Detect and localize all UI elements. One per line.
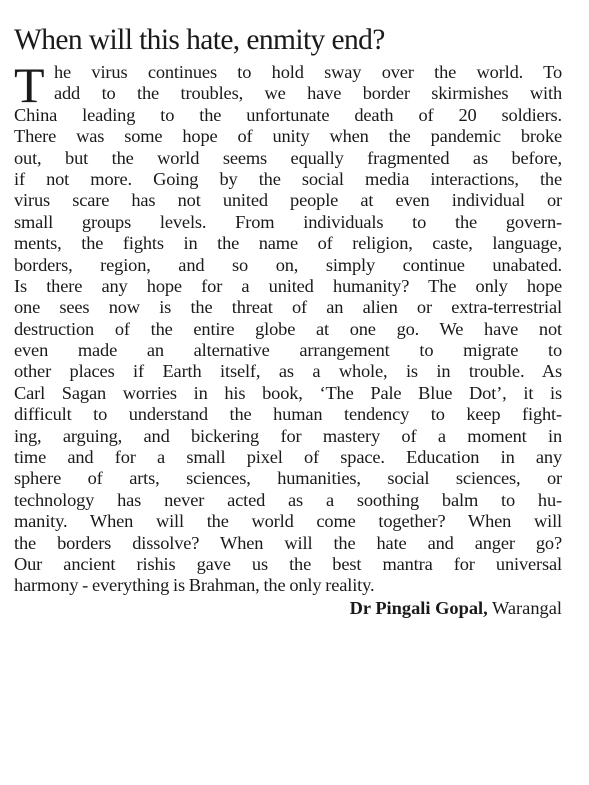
body-line: Our ancient rishis gave us the best mantra for universal <box>14 553 562 574</box>
body-line: one sees now is the threat of an alien or extra-terrestrial <box>14 297 562 318</box>
drop-cap: T <box>14 57 45 113</box>
body-line: small groups levels. From individuals to the govern- <box>14 211 562 232</box>
body-line: There was some hope of unity when the pandemic broke <box>14 126 562 147</box>
letter-body <box>14 57 562 597</box>
body-line: even made an alternative arrangement to migrate to <box>14 340 562 361</box>
body-line: sphere of arts, sciences, humanities, social sciences, or <box>14 468 562 489</box>
body-line: time and for a small pixel of space. Education in any <box>14 447 562 468</box>
body-line: Carl Sagan worries in his book, ‘The Pale Blue Dot’, it is <box>14 382 562 403</box>
letter-signature <box>14 597 562 619</box>
body-line: borders, region, and so on, simply continue unabated. <box>14 254 562 275</box>
letter-headline: When will this hate, enmity end? <box>14 24 385 56</box>
body-line: technology has never acted as a soothing balm to hu- <box>14 489 562 510</box>
body-line: harmony - everything is Brahman, the only reality. <box>14 575 375 596</box>
body-line: if not more. Going by the social media interactions, the <box>14 168 562 189</box>
body-line: ments, the fights in the name of religion, caste, language, <box>14 233 562 254</box>
body-line: Is there any hope for a united humanity? The only hope <box>14 275 562 296</box>
body-line: he virus continues to hold sway over the world. To <box>54 62 562 82</box>
body-line: China leading to the unfortunate death of 20 soldiers. <box>14 104 562 125</box>
body-line: manity. When will the world come together? When will <box>14 511 562 532</box>
body-line: ing, arguing, and bickering for mastery of a moment in <box>14 425 562 446</box>
author-location: Warangal <box>492 597 562 618</box>
author-name: Dr Pingali Gopal, <box>349 597 488 618</box>
body-line: difficult to understand the human tendency to keep fight- <box>14 404 562 425</box>
body-line: other places if Earth itself, as a whole, is in trouble. As <box>14 361 562 382</box>
body-line: the borders dissolve? When will the hate and anger go? <box>14 532 562 553</box>
letter-to-editor <box>14 22 562 619</box>
body-line: add to the troubles, we have border skirmishes with <box>54 83 562 104</box>
body-line: destruction of the entire globe at one go. We have not <box>14 318 562 339</box>
body-line: out, but the world seems equally fragmented as before, <box>14 147 562 168</box>
body-line: virus scare has not united people at even individual or <box>14 190 562 211</box>
